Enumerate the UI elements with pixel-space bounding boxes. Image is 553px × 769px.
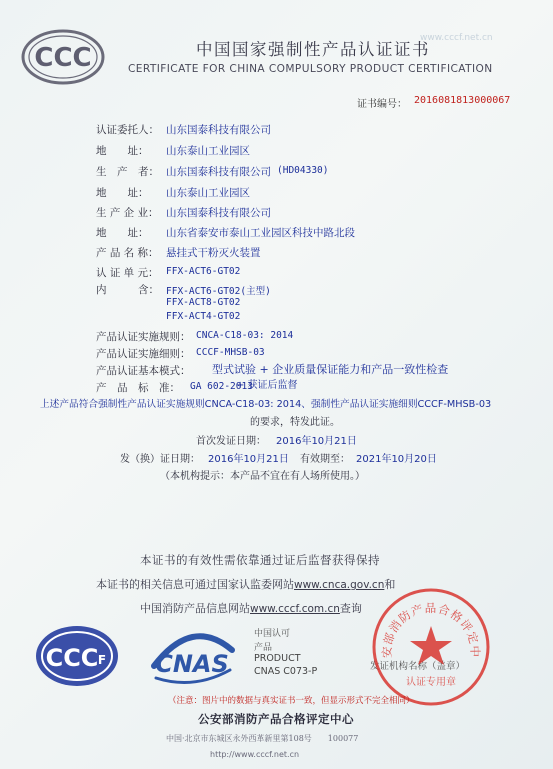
expiry-label: 有效期至： — [300, 454, 350, 465]
watermark: www.cccf.net.cn — [420, 33, 493, 43]
validity-line1: 本证书的有效性需依靠通过证后监督获得保持 — [140, 553, 380, 567]
address2-value: 山东泰山工业园区 — [166, 187, 250, 199]
issuer-label: 发证机构名称（盖章） — [370, 661, 466, 672]
first-issue-label: 首次发证日期： — [196, 436, 266, 447]
mode-value-line2: + 获证后监督 — [236, 380, 298, 391]
validity-line2 — [96, 576, 395, 592]
address1-label: 地 址： — [96, 145, 149, 157]
seal-bottom-text: 认证专用章 — [406, 677, 456, 688]
title-cn: 中国国家强制性产品认证证书 — [196, 40, 430, 59]
factory-value: 山东国泰科技有限公司 — [166, 207, 271, 219]
footer-address: 中国·北京市东城区永外西革新里第108号 100077 — [166, 734, 359, 743]
accreditation-en-line2: CNAS C073-P — [254, 666, 318, 677]
statement-line1: 上述产品符合强制性产品认证实施规则CNCA-C18-03: 2014、强制性产品认证实施细则CCCF-MHSB-03 — [40, 399, 492, 410]
standard-value: GA 602-2013 — [190, 381, 253, 392]
footer-warning: （注意：图片中的数据与真实证书一致，但显示形式不完全相同） — [168, 696, 415, 706]
ccc-logo-text: CCC — [34, 43, 92, 73]
expiry-value: 2021年10月20日 — [356, 454, 437, 465]
mode-value-line1: 型式试验 + 企业质量保证能力和产品一致性检查 — [212, 363, 449, 376]
standard-label: 产 品 标 准： — [96, 382, 180, 394]
detail-label: 产品认证实施细则： — [96, 348, 191, 360]
issue-value: 2016年10月21日 — [208, 454, 289, 465]
seal-ring-text: 安部消防产品合格评定中 — [379, 601, 483, 659]
unit-value: FFX-ACT6-GT02 — [166, 266, 241, 277]
cnas-logo-text: CNAS — [155, 650, 229, 678]
ccc-f-logo-text: CCC — [45, 644, 99, 672]
contains-label: 内 含： — [96, 284, 159, 296]
manufacturer-code: (HD04330) — [277, 165, 329, 176]
mode-label: 产品认证基本模式： — [96, 365, 191, 377]
manufacturer-label: 生 产 者： — [96, 166, 159, 178]
validity-line2-suffix: 和 — [384, 578, 396, 591]
footer-website[interactable]: http://www.cccf.net.cn — [210, 750, 300, 759]
applicant-value: 山东国泰科技有限公司 — [166, 124, 271, 136]
factory-label: 生 产 企 业： — [96, 207, 159, 219]
rule-value: CNCA-C18-03: 2014 — [196, 330, 294, 341]
accreditation-cn-line1: 中国认可 — [254, 629, 291, 639]
cert-no-value: 2016081813000067 — [414, 95, 511, 106]
address3-label: 地 址： — [96, 227, 149, 239]
cccf-link[interactable]: www.cccf.com.cn — [250, 603, 340, 615]
contains-item: FFX-ACT4-GT02 — [166, 311, 241, 322]
first-issue-value: 2016年10月21日 — [276, 436, 357, 447]
product-value: 悬挂式干粉灭火装置 — [166, 247, 261, 259]
contains-item: FFX-ACT8-GT02 — [166, 297, 241, 308]
ccc-f-logo-icon — [34, 624, 120, 688]
validity-line3 — [140, 600, 362, 616]
cnas-logo-icon — [144, 620, 240, 692]
manufacturer-value: 山东国泰科技有限公司 — [166, 166, 271, 178]
applicant-label: 认证委托人： — [96, 124, 159, 136]
address2-label: 地 址： — [96, 187, 149, 199]
accreditation-en-line1: PRODUCT — [254, 653, 301, 664]
product-label: 产 品 名 称： — [96, 247, 159, 259]
validity-line3-suffix: 查询 — [339, 602, 362, 615]
contains-item: FFX-ACT6-GT02(主型) — [166, 286, 271, 297]
statement-line2: 的要求，特发此证。 — [250, 417, 340, 428]
cert-no-label: 证书编号： — [357, 99, 407, 110]
detail-value: CCCF-MHSB-03 — [196, 347, 265, 358]
accreditation-cn-line2: 产品 — [254, 643, 273, 653]
validity-line2-text: 本证书的相关信息可通过国家认监委网站 — [96, 578, 294, 591]
title-en: CERTIFICATE FOR CHINA COMPULSORY PRODUCT CERTIFICATION — [128, 63, 493, 75]
official-seal-icon — [370, 586, 492, 708]
ccc-f-logo-sub: F — [97, 653, 107, 667]
rule-label: 产品认证实施规则： — [96, 331, 191, 343]
cnca-link[interactable]: www.cnca.gov.cn — [294, 579, 385, 591]
issue-label: 发（换）证日期： — [120, 454, 200, 465]
validity-line3-text: 中国消防产品信息网站 — [140, 602, 250, 615]
address3-value: 山东省泰安市泰山工业园区科技中路北段 — [166, 227, 355, 239]
ccc-logo-icon — [20, 28, 106, 86]
address1-value: 山东泰山工业园区 — [166, 145, 250, 157]
caution-note: （本机构提示：本产品不宜在有人场所使用。） — [160, 471, 365, 482]
unit-label: 认 证 单 元： — [96, 267, 159, 279]
footer-org: 公安部消防产品合格评定中心 — [198, 712, 354, 726]
